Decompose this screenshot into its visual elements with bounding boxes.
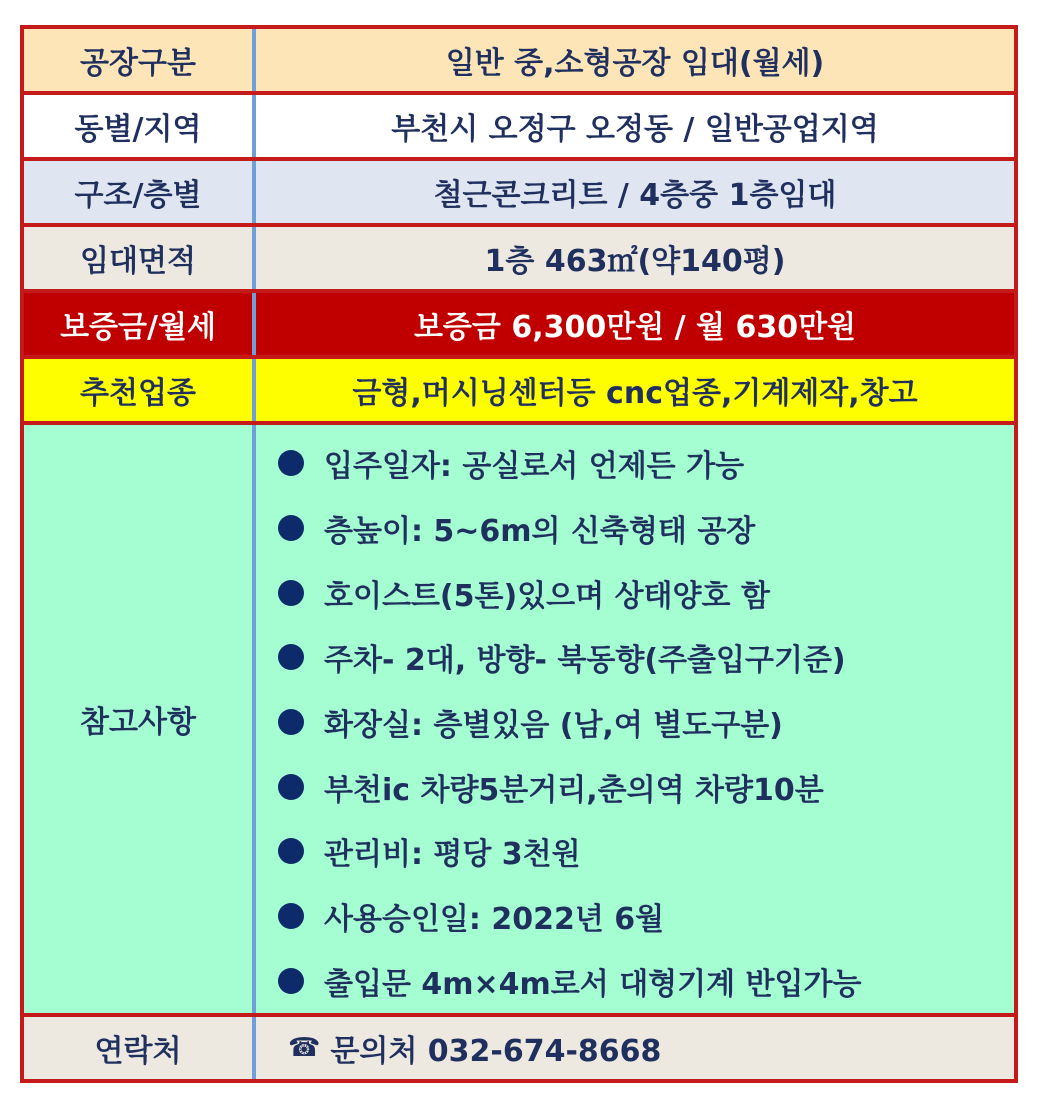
row-structure bbox=[24, 161, 1014, 223]
note-text: 출입문 4m×4m로서 대형기계 반입가능 bbox=[324, 966, 862, 1002]
list-item bbox=[256, 690, 1014, 755]
value-deposit-rent: 보증금 6,300만원 / 월 630만원 bbox=[413, 310, 857, 345]
value-area: 1층 463㎡(약140평) bbox=[484, 244, 786, 279]
note-text: 입주일자: 공실로서 언제든 가능 bbox=[324, 449, 745, 485]
value-structure: 철근콘크리트 / 4층중 1층임대 bbox=[433, 178, 837, 213]
bullet-icon bbox=[278, 838, 304, 864]
note-text: 관리비: 평당 3천원 bbox=[324, 837, 581, 873]
label-structure: 구조/층별 bbox=[74, 178, 202, 213]
phone-icon: ☎ bbox=[288, 1033, 321, 1063]
label-area: 임대면적 bbox=[80, 244, 196, 279]
bullet-icon bbox=[278, 644, 304, 670]
list-item bbox=[256, 496, 1014, 561]
note-text: 호이스트(5톤)있으며 상태양호 함 bbox=[324, 578, 770, 614]
contact-value bbox=[256, 1017, 1014, 1079]
row-notes bbox=[24, 425, 1014, 1013]
label-notes: 참고사항 bbox=[80, 705, 196, 740]
list-item bbox=[256, 819, 1014, 884]
row-contact bbox=[24, 1017, 1014, 1079]
row-area bbox=[24, 227, 1014, 289]
list-item bbox=[256, 625, 1014, 690]
property-info-table bbox=[20, 25, 1018, 1083]
bullet-icon bbox=[278, 709, 304, 735]
label-region: 동별/지역 bbox=[74, 112, 202, 147]
value-factory-type: 일반 중,소형공장 임대(월세) bbox=[445, 46, 825, 81]
note-text: 주차- 2대, 방향- 북동향(주출입구기준) bbox=[324, 643, 846, 679]
list-item bbox=[256, 884, 1014, 949]
bullet-icon bbox=[278, 515, 304, 541]
value-region: 부천시 오정구 오정동 / 일반공업지역 bbox=[391, 112, 879, 147]
bullet-icon bbox=[278, 580, 304, 606]
row-deposit-rent bbox=[24, 293, 1014, 355]
bullet-icon bbox=[278, 774, 304, 800]
list-item bbox=[256, 948, 1014, 1013]
value-recommended-business: 금형,머시닝센터등 cnc업종,기계제작,창고 bbox=[352, 376, 918, 411]
label-deposit-rent: 보증금/월세 bbox=[60, 310, 216, 345]
contact-phone[interactable]: 문의처 032-674-8668 bbox=[330, 1034, 662, 1069]
note-text: 사용승인일: 2022년 6월 bbox=[324, 902, 665, 938]
label-contact: 연락처 bbox=[94, 1034, 182, 1069]
note-text: 부천ic 차량5분거리,춘의역 차량10분 bbox=[324, 772, 824, 808]
row-factory-type bbox=[24, 29, 1014, 91]
list-item bbox=[256, 431, 1014, 496]
note-text: 화장실: 층별있음 (남,여 별도구분) bbox=[324, 708, 783, 744]
bullet-icon bbox=[278, 968, 304, 994]
label-factory-type: 공장구분 bbox=[80, 46, 196, 81]
list-item bbox=[256, 560, 1014, 625]
list-item bbox=[256, 754, 1014, 819]
bullet-icon bbox=[278, 450, 304, 476]
note-text: 층높이: 5~6m의 신축형태 공장 bbox=[324, 514, 756, 549]
label-recommended-business: 추천업종 bbox=[80, 376, 196, 411]
row-region bbox=[24, 95, 1014, 157]
row-recommended-business bbox=[24, 359, 1014, 421]
bullet-icon bbox=[278, 903, 304, 929]
notes-list bbox=[256, 425, 1014, 1013]
